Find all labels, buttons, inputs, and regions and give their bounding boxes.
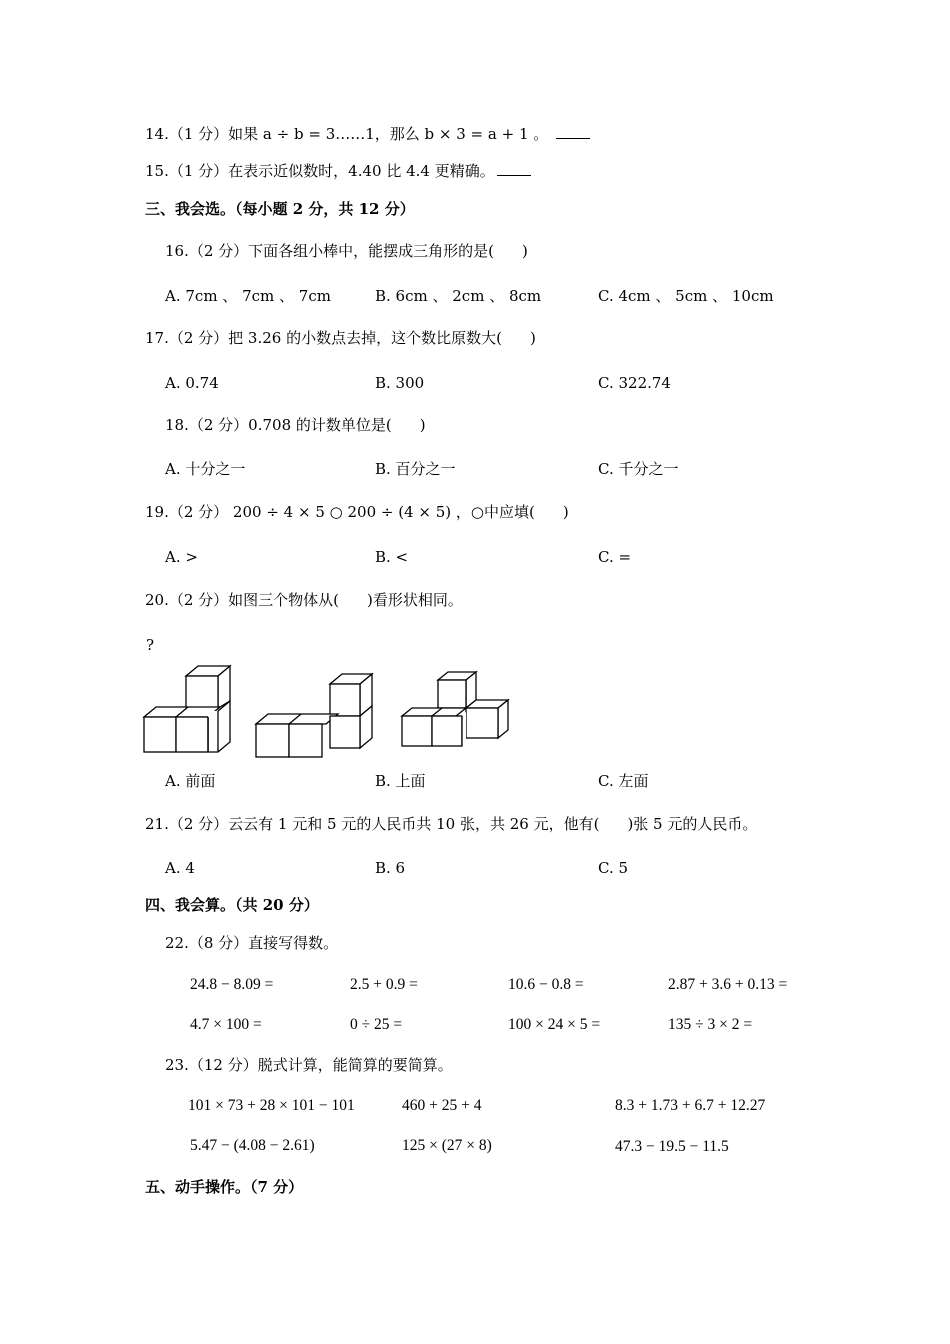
option-c[interactable]: C. = — [598, 548, 632, 566]
option-c[interactable]: C. 千分之一 — [598, 460, 679, 478]
option-a[interactable]: A. > — [165, 548, 198, 566]
option-a[interactable]: A. 7cm 、 7cm 、 7cm — [165, 287, 331, 305]
question-19-stem: 19.（2 分） 200 ÷ 4 × 5 ○ 200 ÷ (4 × 5) ，○中应填( — [145, 503, 535, 521]
section-5-title: 五、动手操作。（7 分） — [145, 1178, 304, 1196]
option-a[interactable]: A. 十分之一 — [165, 460, 246, 478]
question-18 — [165, 415, 426, 435]
cube-figure-1 — [140, 664, 240, 759]
calc-item: 101 × 73 + 28 × 101 − 101 — [188, 1097, 355, 1114]
option-a[interactable]: A. 0.74 — [165, 374, 219, 392]
option-c[interactable]: C. 322.74 — [598, 374, 671, 392]
question-16-stem: 16.（2 分）下面各组小棒中，能摆成三角形的是( — [165, 242, 495, 260]
question-19 — [145, 502, 569, 522]
question-21-stem-end: )张 5 元的人民币。 — [627, 815, 758, 833]
calc-item: 2.87 + 3.6 + 0.13 = — [668, 976, 788, 993]
question-17-stem: 17.（2 分）把 3.26 的小数点去掉，这个数比原数大( — [145, 329, 502, 347]
answer-blank[interactable] — [556, 124, 590, 139]
question-16 — [165, 241, 528, 261]
question-17 — [145, 328, 536, 348]
close-paren: ) — [522, 242, 528, 260]
option-c[interactable]: C. 左面 — [598, 772, 649, 790]
cube-figure-3 — [398, 668, 513, 753]
calc-item: 2.5 + 0.9 = — [350, 976, 418, 993]
question-21-stem: 21.（2 分）云云有 1 元和 5 元的人民币共 10 张，共 26 元，他有( — [145, 815, 600, 833]
question-20 — [145, 590, 463, 610]
calc-item: 4.7 × 100 = — [190, 1016, 262, 1033]
question-15-text: 15.（1 分）在表示近似数时，4.40 比 4.4 更精确。 — [145, 162, 495, 180]
question-20-stem-end: )看形状相同。 — [367, 591, 463, 609]
calc-item: 8.3 + 1.73 + 6.7 + 12.27 — [615, 1097, 766, 1114]
question-20-stem: 20.（2 分）如图三个物体从( — [145, 591, 340, 609]
option-b[interactable]: B. 6cm 、 2cm 、 8cm — [375, 287, 542, 305]
calc-item: 125 × (27 × 8) — [402, 1137, 492, 1154]
option-b[interactable]: B. < — [375, 548, 409, 566]
calc-item: 135 ÷ 3 × 2 = — [668, 1016, 753, 1033]
cube-figure-2 — [252, 670, 377, 762]
option-b[interactable]: B. 上面 — [375, 772, 426, 790]
option-a[interactable]: A. 前面 — [165, 772, 216, 790]
section-3-title: 三、我会选。（每小题 2 分，共 12 分） — [145, 200, 415, 218]
calc-item: 10.6 − 0.8 = — [508, 976, 584, 993]
question-15 — [145, 161, 531, 181]
close-paren: ) — [419, 416, 426, 434]
question-23-stem: 23.（12 分）脱式计算，能简算的要简算。 — [165, 1056, 453, 1074]
option-b[interactable]: B. 6 — [375, 859, 406, 877]
question-18-stem: 18.（2 分）0.708 的计数单位是( — [165, 416, 392, 434]
close-paren: ) — [529, 329, 536, 347]
option-c[interactable]: C. 4cm 、 5cm 、 10cm — [598, 287, 774, 305]
calc-item: 5.47 − (4.08 − 2.61) — [190, 1137, 315, 1154]
answer-blank[interactable] — [497, 161, 531, 176]
option-c[interactable]: C. 5 — [598, 859, 629, 877]
option-a[interactable]: A. 4 — [165, 859, 195, 877]
question-14-text: 14.（1 分）如果 a ÷ b = 3……1，那么 b × 3 = a + 1 。 — [145, 125, 549, 143]
option-b[interactable]: B. 百分之一 — [375, 460, 456, 478]
close-paren: ) — [562, 503, 569, 521]
calc-item: 460 + 25 + 4 — [402, 1097, 482, 1114]
question-mark: ? — [146, 636, 155, 654]
section-4-title: 四、我会算。（共 20 分） — [145, 896, 319, 914]
question-22-stem: 22.（8 分）直接写得数。 — [165, 934, 339, 952]
option-b[interactable]: B. 300 — [375, 374, 425, 392]
question-14 — [145, 124, 590, 144]
calc-item: 47.3 − 19.5 − 11.5 — [615, 1138, 729, 1155]
calc-item: 24.8 − 8.09 = — [190, 976, 274, 993]
question-21 — [145, 814, 757, 834]
calc-item: 0 ÷ 25 = — [350, 1016, 403, 1033]
calc-item: 100 × 24 × 5 = — [508, 1016, 601, 1033]
